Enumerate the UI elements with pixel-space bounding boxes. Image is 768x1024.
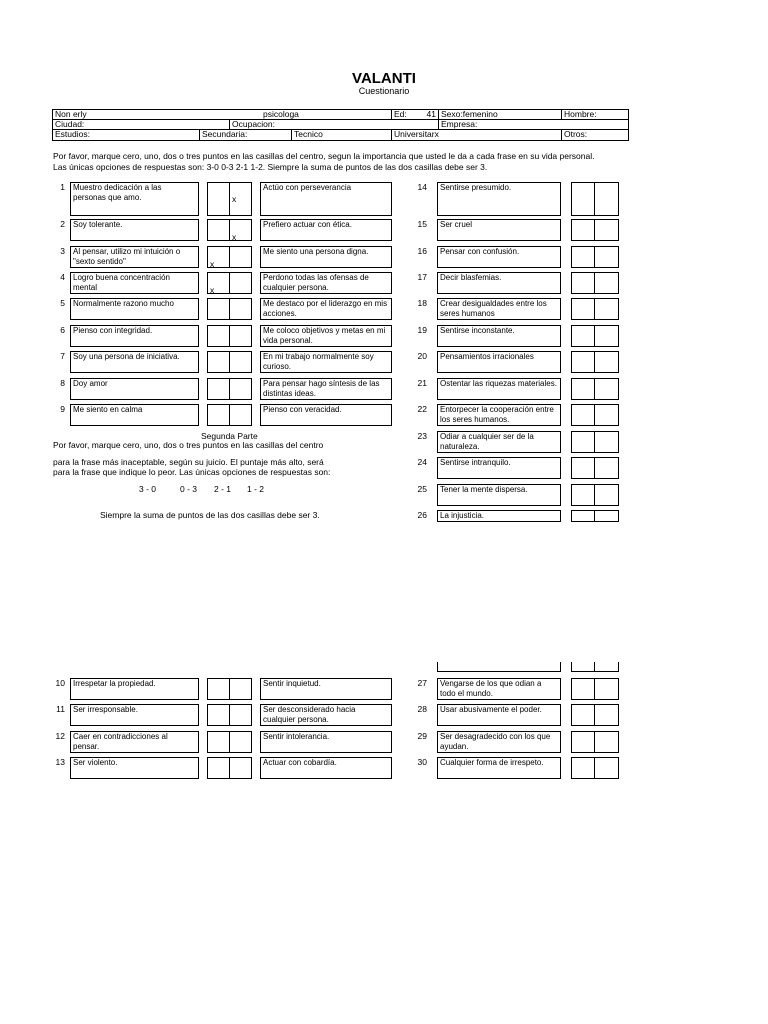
item-number: 20 xyxy=(417,351,427,361)
part2-option-2: 0 - 3 xyxy=(180,484,198,494)
answer-box-a[interactable] xyxy=(207,182,230,216)
part2-option-4: 1 - 2 xyxy=(247,484,265,494)
statement: Cualquier forma de irrespeto. xyxy=(437,757,561,779)
statement-a: Soy tolerante. xyxy=(70,219,199,241)
statement-b: Actuar con cobardía. xyxy=(260,757,392,779)
answer-box-a[interactable] xyxy=(571,325,595,347)
name-value: Non erly xyxy=(55,109,87,119)
item-number: 6 xyxy=(60,325,65,335)
otros-field[interactable]: Otros: xyxy=(561,129,629,141)
statement-b: Ser desconsiderado hacia cualquier persona. xyxy=(260,704,392,726)
item-number: 26 xyxy=(417,510,427,520)
statement-b: Me coloco objetivos y metas en mi vida personal. xyxy=(260,325,392,347)
answer-box-a[interactable] xyxy=(207,298,230,320)
item-number: 28 xyxy=(417,704,427,714)
answer-box-a[interactable] xyxy=(207,757,230,779)
part2-option-1: 3 - 0 xyxy=(139,484,157,494)
estudios-field[interactable]: Estudios: xyxy=(52,129,200,141)
answer-box-a[interactable] xyxy=(571,378,595,400)
profession-value: psicologa xyxy=(263,109,299,119)
answer-box-a[interactable] xyxy=(207,704,230,726)
answer-box-a[interactable] xyxy=(571,704,595,726)
answer-box-a[interactable] xyxy=(571,182,595,216)
answer-box-b[interactable] xyxy=(594,272,619,294)
statement-b: Prefiero actuar con ética. xyxy=(260,219,392,241)
answer-box-b[interactable] xyxy=(594,351,619,373)
answer-box-b[interactable] xyxy=(594,378,619,400)
part2-line-2: para la frase más inaceptable, según su juicio. El puntaje más alto, será xyxy=(53,457,324,467)
statement-a: Soy una persona de iniciativa. xyxy=(70,351,199,373)
answer-box-a[interactable]: x xyxy=(207,246,230,268)
answer-box-a[interactable] xyxy=(571,678,595,700)
answer-box-b[interactable] xyxy=(229,704,252,726)
answer-box-a[interactable] xyxy=(571,272,595,294)
answer-box-a[interactable] xyxy=(207,351,230,373)
sex-field[interactable]: Sexo:femenino xyxy=(438,109,562,120)
answer-box-b[interactable] xyxy=(594,704,619,726)
answer-box-a[interactable] xyxy=(571,484,595,506)
answer-box-a[interactable] xyxy=(571,510,595,522)
instruction-line-1: Por favor, marque cero, uno, dos o tres puntos en las casillas del centro, segun la importancia que usted le da a cada frase en su vida personal. xyxy=(53,151,595,161)
statement: Crear desigualdades entre los seres humanos xyxy=(437,298,561,320)
item-number: 16 xyxy=(417,246,427,256)
statement: Entorpecer la cooperación entre los seres humanos. xyxy=(437,404,561,426)
statement-b: Actúo con perseverancia xyxy=(260,182,392,216)
item-number: 23 xyxy=(417,431,427,441)
item-number: 18 xyxy=(417,298,427,308)
answer-box-a[interactable] xyxy=(571,351,595,373)
answer-box-b[interactable] xyxy=(229,325,252,347)
answer-box-b[interactable] xyxy=(594,678,619,700)
answer-box-b[interactable] xyxy=(594,325,619,347)
answer-box-b[interactable] xyxy=(229,246,252,268)
answer-box-a[interactable] xyxy=(207,678,230,700)
answer-box-a[interactable] xyxy=(571,404,595,426)
item-number: 19 xyxy=(417,325,427,335)
hombre-field[interactable]: Hombre: xyxy=(561,109,629,120)
item-number: 10 xyxy=(55,678,65,688)
statement-b: Sentir inquietud. xyxy=(260,678,392,700)
answer-box-a[interactable] xyxy=(571,246,595,268)
answer-box-b[interactable] xyxy=(594,510,619,522)
item-number: 1 xyxy=(60,182,65,192)
statement-a: Irrespetar la propiedad. xyxy=(70,678,199,700)
answer-box-b[interactable] xyxy=(229,298,252,320)
statement-a: Al pensar, utilizo mi intuición o "sexto sentido" xyxy=(70,246,199,268)
answer-box-a[interactable] xyxy=(571,757,595,779)
statement: Ostentar las riquezas materiales. xyxy=(437,378,561,400)
statement-a: Logro buena concentración mental xyxy=(70,272,199,294)
answer-box-b[interactable] xyxy=(594,298,619,320)
item-number: 17 xyxy=(417,272,427,282)
item-number: 25 xyxy=(417,484,427,494)
ciudad-field[interactable]: Ciudad: xyxy=(52,119,230,130)
ocupacion-field[interactable]: Ocupacion: xyxy=(229,119,439,130)
statement: Vengarse de los que odian a todo el mundo. xyxy=(437,678,561,700)
answer-box-b[interactable] xyxy=(594,431,619,453)
item-number: 11 xyxy=(56,704,65,714)
item-number: 2 xyxy=(60,219,65,229)
item-number: 3 xyxy=(60,246,65,256)
answer-box-b[interactable] xyxy=(594,404,619,426)
part2-note: Siempre la suma de puntos de las dos casillas debe ser 3. xyxy=(100,510,320,520)
item-number: 15 xyxy=(417,219,427,229)
universitario-field[interactable] xyxy=(391,129,562,141)
statement: Sentirse intranquilo. xyxy=(437,457,561,479)
form-title: VALANTI xyxy=(352,70,416,87)
item-number: 27 xyxy=(417,678,427,688)
universitario-label: Universitar xyxy=(394,129,435,139)
statement-a: Muestro dedicación a las personas que amo. xyxy=(70,182,199,216)
item-number: 8 xyxy=(60,378,65,388)
statement: Pensar con confusión. xyxy=(437,246,561,268)
answer-box-a[interactable] xyxy=(571,298,595,320)
part2-heading: Segunda Parte xyxy=(201,431,258,441)
answer-box-b[interactable] xyxy=(229,272,252,294)
item-number: 29 xyxy=(417,731,427,741)
statement-b: Para pensar hago síntesis de las distintas ideas. xyxy=(260,378,392,400)
statement: Odiar a cualquier ser de la naturaleza. xyxy=(437,431,561,453)
answer-box-b[interactable] xyxy=(229,731,252,753)
answer-box-b[interactable]: x xyxy=(229,219,252,241)
statement: Sentirse presumido. xyxy=(437,182,561,216)
answer-box-b[interactable] xyxy=(594,182,619,216)
answer-box-b[interactable] xyxy=(229,351,252,373)
form-subtitle: Cuestionario xyxy=(358,86,410,96)
statement-a: Ser violento. xyxy=(70,757,199,779)
statement-a: Doy amor xyxy=(70,378,199,400)
part2-line-3: para la frase que indique lo peor. Las únicas opciones de respuestas son: xyxy=(53,467,331,477)
answer-box-b[interactable] xyxy=(594,457,619,479)
answer-box-b[interactable] xyxy=(594,484,619,506)
statement: Ser cruel xyxy=(437,219,561,241)
statement: La injusticia. xyxy=(437,510,561,522)
answer-box-b[interactable] xyxy=(229,757,252,779)
item-number: 21 xyxy=(417,378,427,388)
tecnico-field[interactable]: Tecnico xyxy=(291,129,392,141)
statement-a: Caer en contradicciones al pensar. xyxy=(70,731,199,753)
item-number: 4 xyxy=(60,272,65,282)
statement-a: Pienso con integridad. xyxy=(70,325,199,347)
answer-box-b[interactable] xyxy=(229,678,252,700)
age-label: Ed: xyxy=(394,109,407,119)
statement-b: Sentir intolerancia. xyxy=(260,731,392,753)
statement-b: Me destaco por el liderazgo en mis acciones. xyxy=(260,298,392,320)
item-number: 22 xyxy=(417,404,427,414)
answer-box-a[interactable] xyxy=(207,219,230,241)
answer-box-a[interactable] xyxy=(207,325,230,347)
answer-box-a[interactable] xyxy=(571,431,595,453)
part2-line-1: Por favor, marque cero, uno, dos o tres puntos en las casillas del centro xyxy=(53,440,324,450)
answer-box-b[interactable]: x xyxy=(229,182,252,216)
universitario-mark: x xyxy=(434,129,439,139)
statement-b: Me siento una persona digna. xyxy=(260,246,392,268)
statement-a: Me siento en calma xyxy=(70,404,199,426)
secundaria-field[interactable]: Secundaria: xyxy=(199,129,292,141)
answer-box-b[interactable] xyxy=(594,757,619,779)
answer-box-b[interactable] xyxy=(594,219,619,241)
answer-box-a[interactable] xyxy=(571,219,595,241)
part2-option-3: 2 - 1 xyxy=(214,484,232,494)
item-number: 5 xyxy=(60,298,65,308)
answer-box-a[interactable] xyxy=(207,404,230,426)
empresa-field[interactable]: Empresa: xyxy=(438,119,629,130)
statement: Sentirse inconstante. xyxy=(437,325,561,347)
answer-box-a[interactable]: x xyxy=(207,272,230,294)
item-number: 24 xyxy=(417,457,427,467)
answer-box-b[interactable] xyxy=(229,404,252,426)
answer-box-a[interactable] xyxy=(571,731,595,753)
item-number: 30 xyxy=(417,757,427,767)
statement: Pensamientos irracionales xyxy=(437,351,561,373)
answer-box-b[interactable] xyxy=(594,246,619,268)
statement: Usar abusivamente el poder. xyxy=(437,704,561,726)
statement-b: Perdono todas las ofensas de cualquier persona. xyxy=(260,272,392,294)
statement: Ser desagradecido con los que ayudan. xyxy=(437,731,561,753)
item-number: 7 xyxy=(60,351,65,361)
answer-box-b[interactable] xyxy=(229,378,252,400)
item-number: 13 xyxy=(55,757,65,767)
answer-box-a[interactable] xyxy=(207,731,230,753)
item-number: 12 xyxy=(55,731,65,741)
statement-b: En mi trabajo normalmente soy curioso. xyxy=(260,351,392,373)
answer-box-a[interactable] xyxy=(571,457,595,479)
statement: Tener la mente dispersa. xyxy=(437,484,561,506)
answer-box-b[interactable] xyxy=(594,731,619,753)
age-value: 41 xyxy=(426,109,436,119)
statement-a: Ser irresponsable. xyxy=(70,704,199,726)
statement: Decir blasfemias. xyxy=(437,272,561,294)
statement-a: Normalmente razono mucho xyxy=(70,298,199,320)
answer-box-a[interactable] xyxy=(207,378,230,400)
instruction-line-2: Las únicas opciones de respuestas son: 3-0 0-3 2-1 1-2. Siempre la suma de puntos de las dos casillas debe ser 3. xyxy=(53,162,488,172)
statement-b: Pienso con veracidad. xyxy=(260,404,392,426)
item-number: 9 xyxy=(60,404,65,414)
item-number: 14 xyxy=(417,182,427,192)
